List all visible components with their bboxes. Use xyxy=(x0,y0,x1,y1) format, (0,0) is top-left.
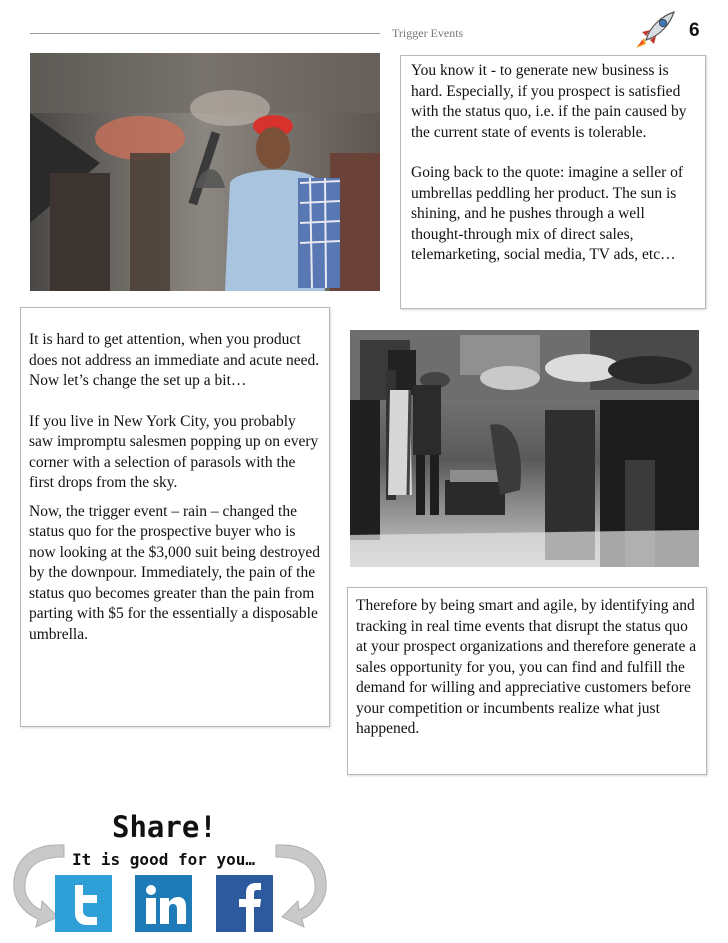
umbrella-seller-photo xyxy=(30,53,380,291)
right-curved-arrow-icon xyxy=(272,835,334,930)
intro-text-box xyxy=(400,55,706,309)
share-subtitle: It is good for you… xyxy=(72,850,256,869)
new-york-paragraph: If you live in New York City, you probably saw impromptu salesmen popping up on every corner with a selection of parasols with the first drops from the sky. xyxy=(29,412,319,491)
intro-paragraph-2: Going back to the quote: imagine a seller of umbrellas peddling her product. The sun is shining, and he pushes through a well thought-through mix of direct sales, telemarketing, social media, TV ads, etc… xyxy=(411,164,684,263)
twitter-icon[interactable] xyxy=(55,875,112,932)
rocket-icon xyxy=(630,8,678,56)
trigger-event-paragraph: Now, the trigger event – rain – changed the status quo for the prospective buyer who is now looking at the $3,000 suit being destroyed by the downpour. Immediately, the pain of the status quo becomes greater than the pain from parting with $5 for the essentially a disposable umbrella. xyxy=(29,502,321,643)
rainy-street-photo xyxy=(350,330,699,567)
conclusion-text-box xyxy=(347,587,707,775)
share-title: Share! xyxy=(112,810,217,844)
facebook-icon[interactable] xyxy=(216,875,273,932)
attention-paragraph: It is hard to get attention, when you product does not address an immediate and acute need. Now let’s change the set up a bit… xyxy=(29,331,320,389)
header-rule xyxy=(30,33,380,34)
section-title: Trigger Events xyxy=(392,26,464,40)
new-york-text-box xyxy=(20,307,330,727)
page-number: 6 xyxy=(689,20,700,41)
intro-paragraph-1: You know it - to generate new business is hard. Especially, if you prospect is satisfied with the status quo, i.e. if the pain caused by the current state of events is tolerable. xyxy=(411,62,687,141)
linkedin-icon[interactable] xyxy=(135,875,192,932)
conclusion-paragraph: Therefore by being smart and agile, by identifying and tracking in real time events that disrupt the status quo at your prospect organizations and therefore generate a sales opportunity for you, you can find and fulfill the demand for willing and appreciative customers before your competition or incumbents realize what just happened. xyxy=(356,597,697,737)
